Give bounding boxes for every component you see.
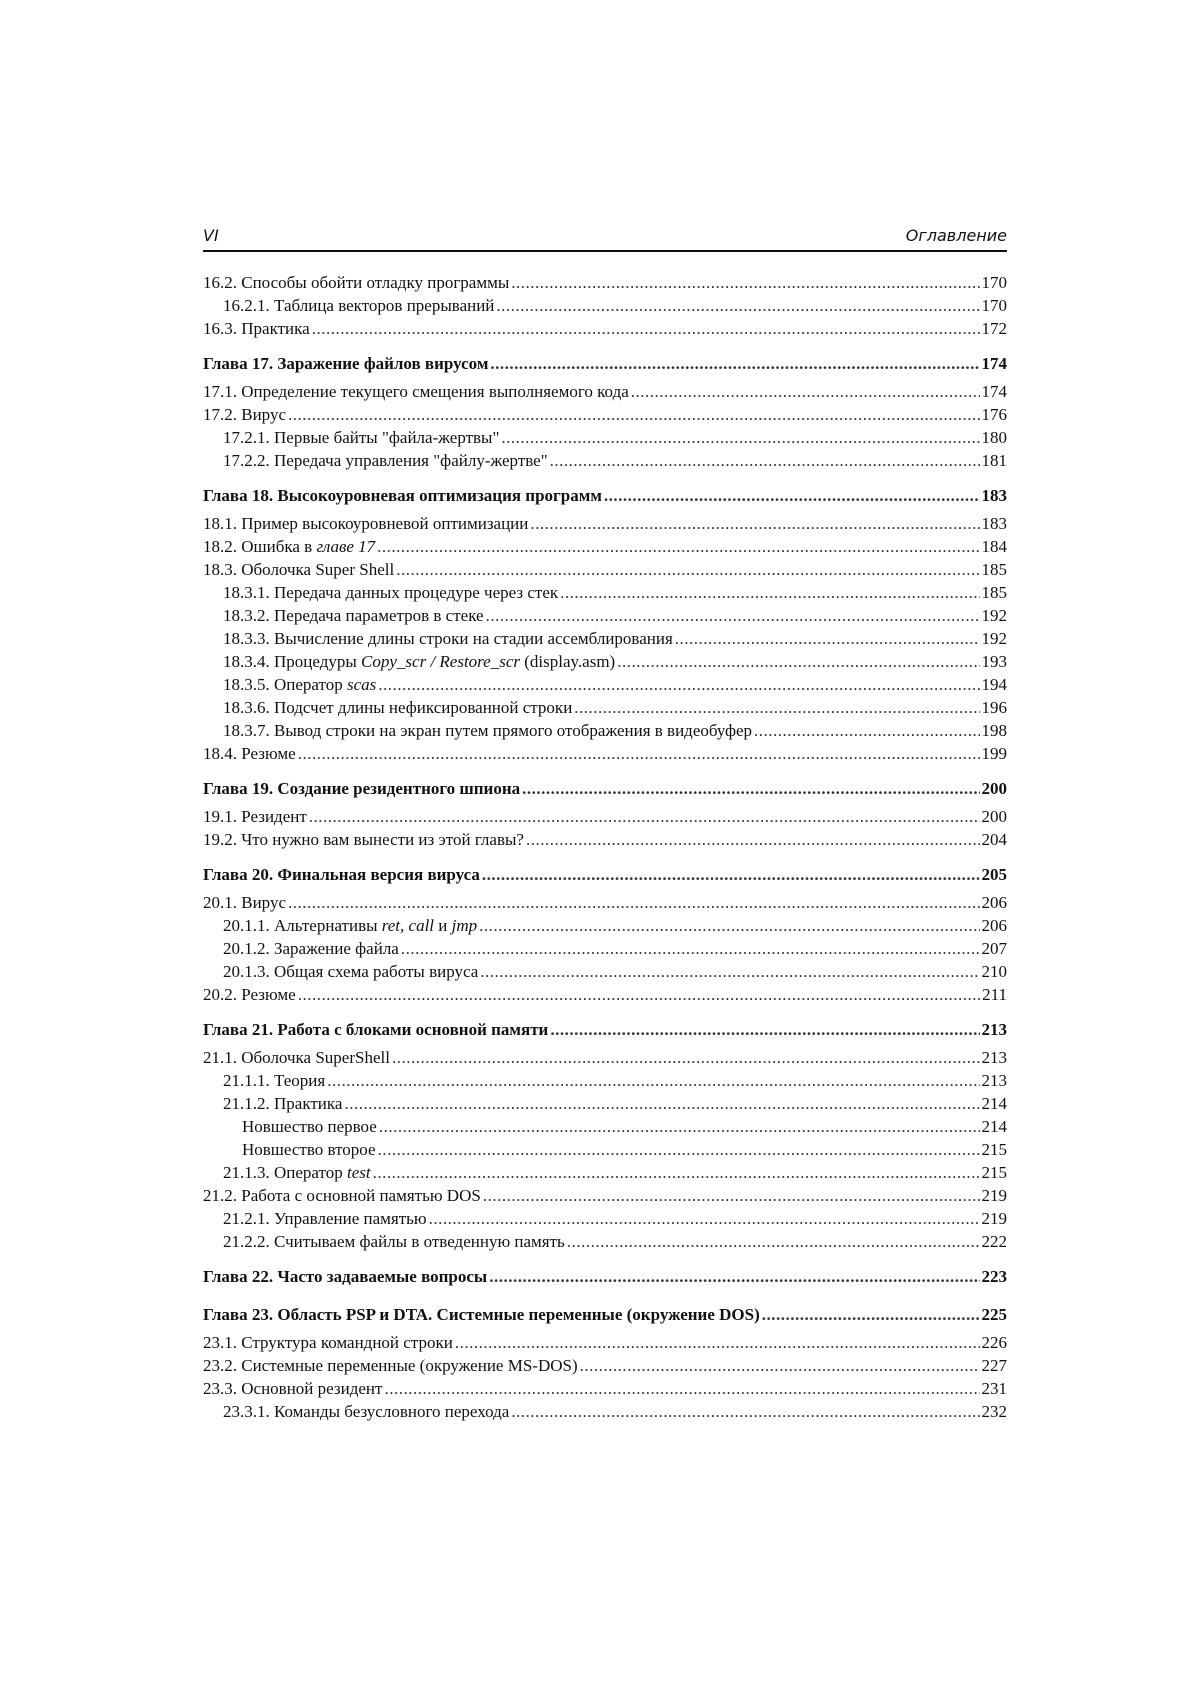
toc-page-number: 170 bbox=[981, 296, 1007, 315]
toc-entry-title bbox=[203, 865, 480, 885]
dot-leader bbox=[482, 865, 980, 885]
toc-page-number: 223 bbox=[981, 1267, 1007, 1286]
dot-leader bbox=[511, 273, 979, 293]
toc-entry-title bbox=[203, 985, 296, 1005]
toc-section-entry[interactable] bbox=[203, 1232, 1007, 1255]
toc-page-number: 215 bbox=[981, 1163, 1007, 1182]
dot-leader bbox=[327, 1071, 979, 1091]
toc-entry-text-suffix: и bbox=[434, 916, 452, 935]
toc-entry-text: 18.3.3. Вычисление длины строки на стадии ассемблирования bbox=[223, 629, 673, 648]
toc-entry-title bbox=[242, 1140, 376, 1160]
toc-section-entry[interactable] bbox=[203, 629, 1007, 652]
toc-section-entry[interactable] bbox=[203, 939, 1007, 962]
dot-leader bbox=[604, 486, 980, 506]
toc-section-entry[interactable] bbox=[203, 560, 1007, 583]
toc-entry-title bbox=[223, 1232, 565, 1252]
running-head-title: Оглавление bbox=[905, 226, 1007, 245]
toc-section-entry[interactable] bbox=[203, 744, 1007, 767]
dot-leader bbox=[298, 985, 980, 1005]
toc-section-entry[interactable] bbox=[203, 1071, 1007, 1094]
toc-page-number: 219 bbox=[981, 1209, 1007, 1228]
dot-leader bbox=[550, 1020, 979, 1040]
toc-section-entry[interactable] bbox=[203, 1117, 1007, 1140]
dot-leader bbox=[675, 629, 980, 649]
toc-page-number: 213 bbox=[981, 1048, 1007, 1067]
toc-entry-text: 19.2. Что нужно вам вынести из этой главы? bbox=[203, 830, 524, 849]
toc-section-entry[interactable] bbox=[203, 962, 1007, 985]
toc-entry-text: 23.3. Основной резидент bbox=[203, 1379, 383, 1398]
toc-entry-text-suffix: (display.asm) bbox=[520, 652, 616, 671]
toc-section-entry[interactable] bbox=[203, 1379, 1007, 1402]
toc-page-number: 232 bbox=[981, 1402, 1007, 1421]
toc-section-entry[interactable] bbox=[203, 721, 1007, 744]
toc-entry-text: 17.2.2. Передача управления "файлу-жертве" bbox=[223, 451, 548, 470]
toc-chapter-entry[interactable] bbox=[203, 865, 1007, 891]
toc-page-number: 196 bbox=[981, 698, 1007, 717]
toc-entry-text: 18.3.7. Вывод строки на экран путем прямого отображения в видеобуфер bbox=[223, 721, 753, 740]
toc-section-entry[interactable] bbox=[203, 652, 1007, 675]
toc-page-number: 214 bbox=[981, 1094, 1007, 1113]
toc-page-number: 181 bbox=[981, 451, 1007, 470]
toc-section-entry[interactable] bbox=[203, 296, 1007, 319]
toc-entry-text: Глава 20. Финальная версия вируса bbox=[203, 865, 480, 884]
dot-leader bbox=[377, 537, 979, 557]
toc-entry-title bbox=[203, 1333, 453, 1353]
toc-entry-text: 23.3.1. Команды безусловного перехода bbox=[223, 1402, 510, 1421]
dot-leader bbox=[309, 807, 980, 827]
toc-page-number: 205 bbox=[981, 865, 1007, 884]
toc-section-entry[interactable] bbox=[203, 807, 1007, 830]
toc-page-number: 222 bbox=[981, 1232, 1007, 1251]
running-head bbox=[203, 222, 1007, 252]
toc-entry-text: 18.3. Оболочка Super Shell bbox=[203, 560, 395, 579]
toc-entry-title bbox=[203, 382, 629, 402]
toc-entry-text: Глава 17. Заражение файлов вирусом bbox=[203, 354, 489, 373]
toc-entry-title bbox=[223, 1402, 509, 1422]
toc-page-number: 210 bbox=[981, 962, 1007, 981]
toc-section-entry[interactable] bbox=[203, 606, 1007, 629]
toc-page-number: 183 bbox=[981, 486, 1007, 505]
toc-entry-text: 20.1.2. Заражение файла bbox=[223, 939, 399, 958]
toc-entry-title bbox=[203, 779, 520, 799]
toc-page-number: 213 bbox=[981, 1071, 1007, 1090]
dot-leader bbox=[479, 916, 979, 936]
toc-entry-text: 18.4. Резюме bbox=[203, 744, 296, 763]
toc-page-number: 225 bbox=[981, 1305, 1007, 1324]
toc-section-entry[interactable] bbox=[203, 405, 1007, 428]
toc-entry-title bbox=[223, 675, 376, 695]
toc-section-entry[interactable] bbox=[203, 537, 1007, 560]
toc-page-number: 213 bbox=[981, 1020, 1007, 1039]
toc-entry-title bbox=[223, 721, 752, 741]
toc-entry-title bbox=[203, 744, 296, 764]
dot-leader bbox=[550, 451, 980, 471]
toc-entry-title bbox=[223, 1071, 325, 1091]
toc-entry-text: 21.1.3. Оператор bbox=[223, 1163, 347, 1182]
toc-entry-text: 21.1.1. Теория bbox=[223, 1071, 326, 1090]
toc-entry-text: 17.1. Определение текущего смещения выполняемого кода bbox=[203, 382, 629, 401]
toc-entry-text: Новшество второе bbox=[242, 1140, 376, 1159]
dot-leader bbox=[378, 675, 979, 695]
toc-entry-title bbox=[223, 1209, 427, 1229]
dot-leader bbox=[455, 1333, 980, 1353]
dot-leader bbox=[754, 721, 979, 741]
dot-leader bbox=[511, 1402, 979, 1422]
toc-entry-text: 21.2. Работа с основной памятью DOS bbox=[203, 1186, 481, 1205]
dot-leader bbox=[373, 1163, 980, 1183]
toc-section-entry[interactable] bbox=[203, 1333, 1007, 1356]
toc-page-number: 206 bbox=[981, 893, 1007, 912]
toc-page-number: 192 bbox=[981, 629, 1007, 648]
toc-page-number: 200 bbox=[981, 779, 1007, 798]
toc-section-entry[interactable] bbox=[203, 985, 1007, 1008]
dot-leader bbox=[480, 962, 979, 982]
toc-section-entry[interactable] bbox=[203, 583, 1007, 606]
toc-chapter-entry[interactable] bbox=[203, 486, 1007, 512]
dot-leader bbox=[429, 1209, 980, 1229]
toc-entry-text: Глава 23. Область PSP и DTA. Системные переменные (окружение DOS) bbox=[203, 1305, 760, 1324]
dot-leader bbox=[344, 1094, 979, 1114]
toc-page-number: 184 bbox=[981, 537, 1007, 556]
toc-page-number: 185 bbox=[981, 560, 1007, 579]
toc-entry-text: 17.2.1. Первые байты "файла-жертвы" bbox=[223, 428, 500, 447]
toc-entry-title bbox=[203, 537, 375, 557]
toc-entry-text: 18.3.2. Передача параметров в стеке bbox=[223, 606, 484, 625]
toc-entry-text: 18.3.4. Процедуры bbox=[223, 652, 362, 671]
toc-entry-text: Глава 19. Создание резидентного шпиона bbox=[203, 779, 521, 798]
toc-entry-title bbox=[203, 1186, 481, 1206]
toc-entry-title bbox=[203, 807, 307, 827]
toc-entry-title bbox=[223, 652, 615, 672]
dot-leader bbox=[312, 319, 980, 339]
dot-leader bbox=[490, 354, 979, 374]
toc-entry-italic-term: scas bbox=[346, 675, 377, 694]
toc-entry-title bbox=[203, 405, 286, 425]
toc-section-entry[interactable] bbox=[203, 1402, 1007, 1425]
dot-leader bbox=[574, 698, 979, 718]
toc-section-entry[interactable] bbox=[203, 830, 1007, 853]
toc-entry-text: 20.1. Вирус bbox=[203, 893, 287, 912]
toc-entry-text: 16.3. Практика bbox=[203, 319, 310, 338]
toc-section-entry[interactable] bbox=[203, 1209, 1007, 1232]
toc-section-entry[interactable] bbox=[203, 675, 1007, 698]
dot-leader bbox=[384, 1379, 979, 1399]
dot-leader bbox=[580, 1356, 980, 1376]
toc-entry-text: 18.3.1. Передача данных процедуре через стек bbox=[223, 583, 559, 602]
dot-leader bbox=[567, 1232, 980, 1252]
dot-leader bbox=[617, 652, 979, 672]
toc-page-number: 226 bbox=[981, 1333, 1007, 1352]
toc-entry-text: 21.2.2. Считываем файлы в отведенную память bbox=[223, 1232, 565, 1251]
toc-entry-text: 21.1. Оболочка SuperShell bbox=[203, 1048, 390, 1067]
toc-section-entry[interactable] bbox=[203, 1163, 1007, 1186]
toc-entry-italic-term: test bbox=[346, 1163, 371, 1182]
toc-section-entry[interactable] bbox=[203, 273, 1007, 296]
toc-page-number: 231 bbox=[981, 1379, 1007, 1398]
toc-entry-text: Глава 21. Работа с блоками основной памяти bbox=[203, 1020, 549, 1039]
toc-entry-title bbox=[223, 698, 572, 718]
dot-leader bbox=[762, 1305, 980, 1325]
toc-page-number: 193 bbox=[981, 652, 1007, 671]
toc-section-entry[interactable] bbox=[203, 428, 1007, 451]
toc-page-number: 192 bbox=[981, 606, 1007, 625]
toc-entry-text: 21.1.2. Практика bbox=[223, 1094, 343, 1113]
toc-page-number: 172 bbox=[981, 319, 1007, 338]
toc-section-entry[interactable] bbox=[203, 916, 1007, 939]
toc-page-number: 176 bbox=[981, 405, 1007, 424]
dot-leader bbox=[489, 1267, 979, 1287]
toc-entry-text: 17.2. Вирус bbox=[203, 405, 287, 424]
toc-entry-title bbox=[203, 354, 488, 374]
toc-entry-title bbox=[203, 319, 310, 339]
toc-page-number: 200 bbox=[981, 807, 1007, 826]
toc-entry-text: 23.2. Системные переменные (окружение MS-DOS) bbox=[203, 1356, 578, 1375]
dot-leader bbox=[288, 893, 979, 913]
toc-entry-italic-term: ret, call bbox=[381, 916, 435, 935]
toc-entry-text: 20.1.1. Альтернативы bbox=[223, 916, 382, 935]
toc-entry-text: 21.2.1. Управление памятью bbox=[223, 1209, 427, 1228]
toc-entry-title bbox=[242, 1117, 377, 1137]
toc-entry-text: 20.1.3. Общая схема работы вируса bbox=[223, 962, 479, 981]
toc-page-number: 170 bbox=[981, 273, 1007, 292]
toc-entry-title bbox=[203, 1305, 760, 1325]
toc-entry-title bbox=[223, 629, 673, 649]
dot-leader bbox=[501, 428, 979, 448]
toc-page-number: 211 bbox=[982, 985, 1007, 1004]
toc-page-number: 183 bbox=[981, 514, 1007, 533]
toc-entry-text: 19.1. Резидент bbox=[203, 807, 307, 826]
toc-entry-text: 18.2. Ошибка в bbox=[203, 537, 317, 556]
toc-entry-italic-term: Copy_scr / Restore_scr bbox=[361, 652, 520, 671]
toc-section-entry[interactable] bbox=[203, 1048, 1007, 1071]
toc-page-number: 198 bbox=[981, 721, 1007, 740]
toc-page-number: 199 bbox=[981, 744, 1007, 763]
dot-leader bbox=[496, 296, 979, 316]
toc-entry-text: 23.1. Структура командной строки bbox=[203, 1333, 453, 1352]
toc-entry-title bbox=[203, 1020, 548, 1040]
toc-page-number: 215 bbox=[981, 1140, 1007, 1159]
toc-chapter-entry[interactable] bbox=[203, 1020, 1007, 1046]
toc-entry-title bbox=[203, 1356, 578, 1376]
toc-entry-title bbox=[223, 1094, 342, 1114]
toc-entry-title bbox=[203, 1379, 382, 1399]
toc-entry-title bbox=[223, 428, 499, 448]
toc-chapter-entry[interactable] bbox=[203, 354, 1007, 380]
toc-entry-text: Новшество первое bbox=[242, 1117, 377, 1136]
toc-entry-title bbox=[223, 962, 478, 982]
toc-chapter-entry[interactable] bbox=[203, 1305, 1007, 1331]
dot-leader bbox=[631, 382, 980, 402]
dot-leader bbox=[379, 1117, 980, 1137]
toc-entry-text: 16.2.1. Таблица векторов прерываний bbox=[223, 296, 495, 315]
toc-page-number: 207 bbox=[981, 939, 1007, 958]
dot-leader bbox=[522, 779, 979, 799]
toc-entry-title bbox=[223, 296, 494, 316]
toc-section-entry[interactable] bbox=[203, 514, 1007, 537]
toc-page-number: 204 bbox=[981, 830, 1007, 849]
toc-section-entry[interactable] bbox=[203, 1356, 1007, 1379]
toc-entry-text: 18.1. Пример высокоуровневой оптимизации bbox=[203, 514, 529, 533]
dot-leader bbox=[401, 939, 980, 959]
toc-page-number: 180 bbox=[981, 428, 1007, 447]
toc-entry-italic-term: jmp bbox=[451, 916, 478, 935]
toc-section-entry[interactable] bbox=[203, 1094, 1007, 1117]
toc-chapter-entry[interactable] bbox=[203, 1267, 1007, 1293]
toc-section-entry[interactable] bbox=[203, 451, 1007, 474]
toc-page-number: 214 bbox=[981, 1117, 1007, 1136]
dot-leader bbox=[288, 405, 979, 425]
toc-section-entry[interactable] bbox=[203, 382, 1007, 405]
toc-entry-title bbox=[203, 514, 528, 534]
dot-leader bbox=[530, 514, 979, 534]
toc-section-entry[interactable] bbox=[203, 893, 1007, 916]
dot-leader bbox=[560, 583, 979, 603]
toc-entry-title bbox=[203, 486, 602, 506]
toc-page-number: 174 bbox=[981, 354, 1007, 373]
toc-entry-text: 20.2. Резюме bbox=[203, 985, 296, 1004]
toc-entry-title bbox=[203, 1267, 487, 1287]
toc-section-entry[interactable] bbox=[203, 1140, 1007, 1163]
toc-entry-title bbox=[203, 1048, 390, 1068]
toc-entry-title bbox=[223, 451, 548, 471]
toc-entry-title bbox=[223, 1163, 371, 1183]
toc-page-number: 185 bbox=[981, 583, 1007, 602]
toc-entry-title bbox=[203, 830, 524, 850]
toc-section-entry[interactable] bbox=[203, 319, 1007, 342]
toc-page-number: 219 bbox=[981, 1186, 1007, 1205]
toc-entry-text: Глава 18. Высокоуровневая оптимизация программ bbox=[203, 486, 602, 505]
toc-chapter-entry[interactable] bbox=[203, 779, 1007, 805]
dot-leader bbox=[486, 606, 980, 626]
dot-leader bbox=[526, 830, 980, 850]
table-of-contents bbox=[203, 273, 1007, 1425]
toc-entry-title bbox=[223, 939, 399, 959]
toc-entry-text: 18.3.5. Оператор bbox=[223, 675, 347, 694]
toc-entry-title bbox=[203, 893, 286, 913]
toc-entry-text: 18.3.6. Подсчет длины нефиксированной строки bbox=[223, 698, 573, 717]
page-number: VI bbox=[203, 226, 219, 245]
toc-page-number: 174 bbox=[981, 382, 1007, 401]
dot-leader bbox=[396, 560, 979, 580]
toc-section-entry[interactable] bbox=[203, 698, 1007, 721]
toc-entry-text: 16.2. Способы обойти отладку программы bbox=[203, 273, 510, 292]
toc-entry-italic-term: главе 17 bbox=[316, 537, 376, 556]
toc-entry-title bbox=[203, 560, 394, 580]
dot-leader bbox=[378, 1140, 980, 1160]
dot-leader bbox=[298, 744, 980, 764]
toc-entry-title bbox=[223, 583, 558, 603]
toc-section-entry[interactable] bbox=[203, 1186, 1007, 1209]
dot-leader bbox=[392, 1048, 980, 1068]
toc-entry-text: Глава 22. Часто задаваемые вопросы bbox=[203, 1267, 488, 1286]
toc-entry-title bbox=[223, 916, 477, 936]
toc-entry-title bbox=[223, 606, 484, 626]
toc-page-number: 227 bbox=[981, 1356, 1007, 1375]
dot-leader bbox=[483, 1186, 980, 1206]
toc-page-number: 206 bbox=[981, 916, 1007, 935]
toc-entry-title bbox=[203, 273, 509, 293]
toc-page-number: 194 bbox=[981, 675, 1007, 694]
